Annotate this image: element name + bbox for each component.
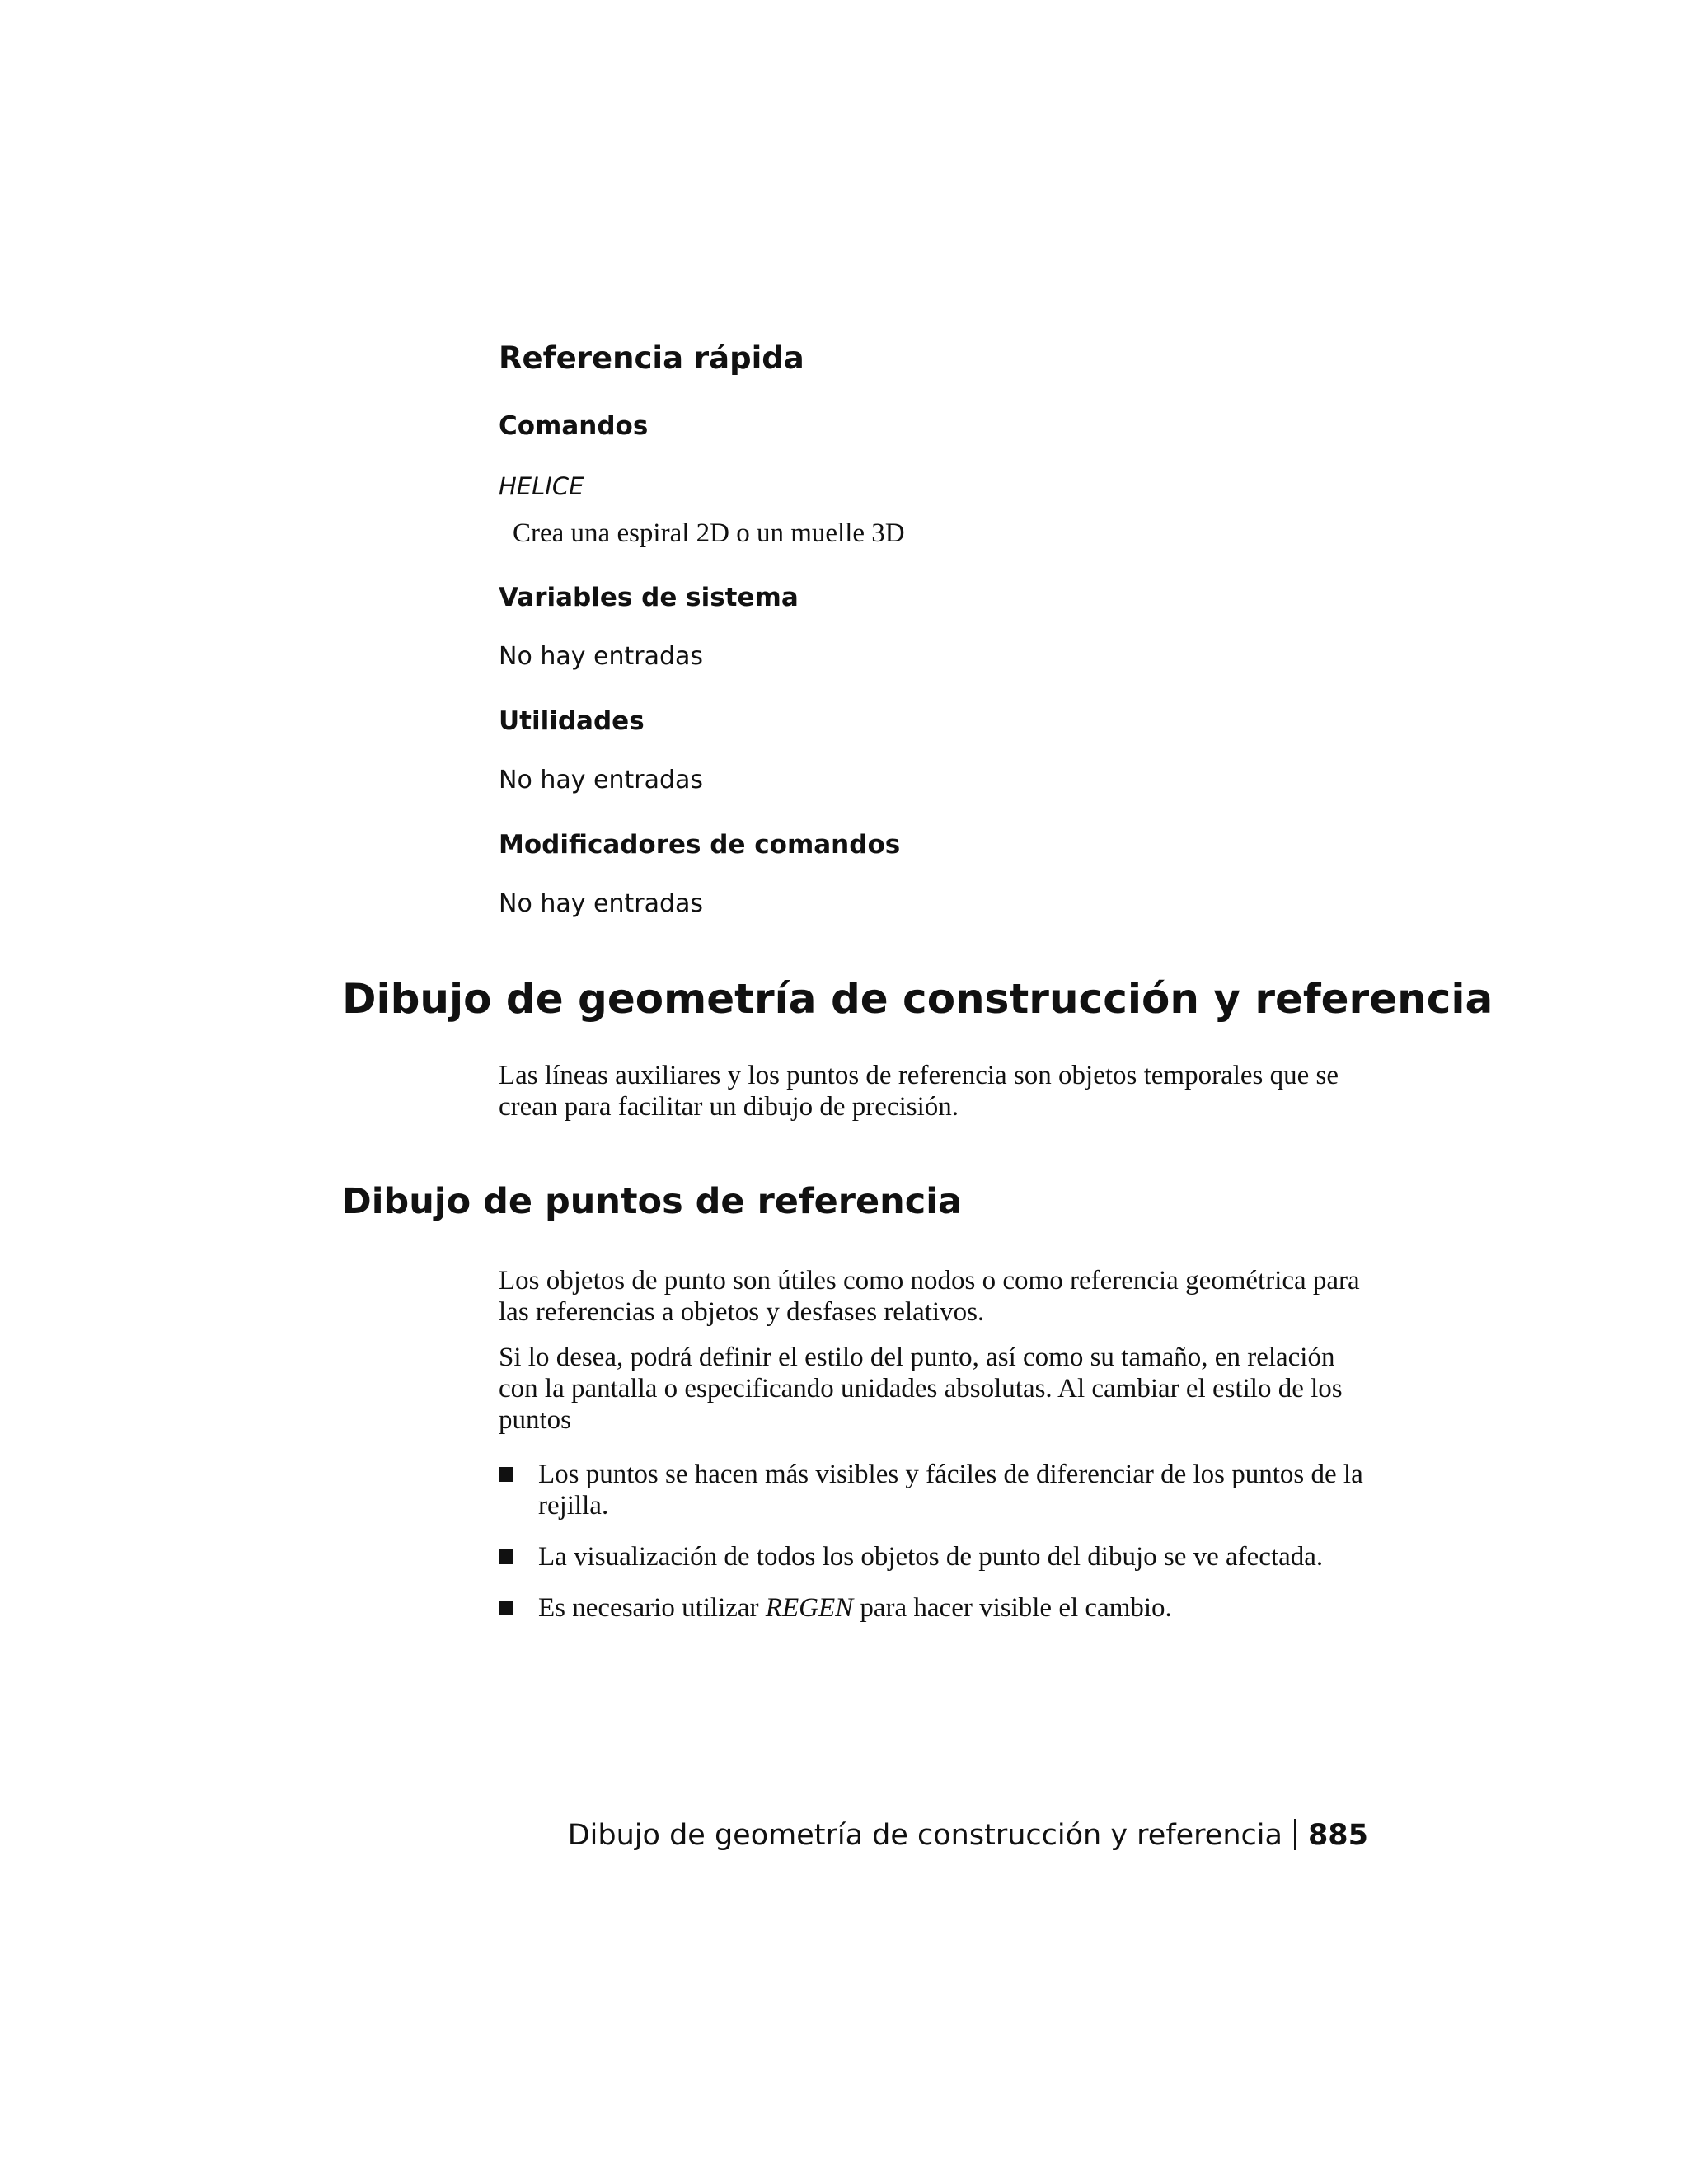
footer-separator bbox=[1294, 1819, 1296, 1850]
command-name: HELICE bbox=[499, 472, 584, 500]
list-item-text: para hacer visible el cambio. bbox=[853, 1593, 1172, 1623]
command-modifiers-heading: Modificadores de comandos bbox=[499, 830, 901, 860]
command-modifiers-value: No hay entradas bbox=[499, 889, 704, 918]
system-variables-heading: Variables de sistema bbox=[499, 583, 799, 612]
commands-heading: Comandos bbox=[499, 411, 649, 441]
list-item bbox=[499, 1459, 1372, 1521]
list-item-text: La visualización de todos los objetos de punto del dibujo se ve afectada. bbox=[538, 1542, 1324, 1572]
chapter-title: Dibujo de geometría de construcción y referencia bbox=[342, 975, 1493, 1023]
list-item bbox=[499, 1592, 1372, 1624]
page-number: 885 bbox=[1307, 1819, 1368, 1852]
square-bullet-icon bbox=[499, 1601, 513, 1615]
page-footer bbox=[568, 1816, 1368, 1854]
square-bullet-icon bbox=[499, 1549, 513, 1564]
section-paragraph-1: Los objetos de punto son útiles como nodos o como referencia geométrica para las referencias a objetos y desfases relativos. bbox=[499, 1266, 1360, 1327]
quick-reference-heading: Referencia rápida bbox=[499, 340, 804, 376]
section-paragraph-2: Si lo desea, podrá definir el estilo del punto, así como su tamaño, en relación con la pantalla o especificando unidades absolutas. Al cambiar el estilo de los puntos bbox=[499, 1343, 1343, 1435]
utilities-heading: Utilidades bbox=[499, 706, 645, 736]
chapter-intro: Las líneas auxiliares y los puntos de referencia son objetos temporales que se crean para facilitar un dibujo de precisión. bbox=[499, 1061, 1339, 1122]
running-title: Dibujo de geometría de construcción y referencia bbox=[567, 1819, 1282, 1852]
command-description: Crea una espiral 2D o un muelle 3D bbox=[513, 518, 905, 548]
utilities-value: No hay entradas bbox=[499, 766, 704, 794]
square-bullet-icon bbox=[499, 1467, 513, 1482]
section-title: Dibujo de puntos de referencia bbox=[342, 1181, 963, 1222]
list-item-text: Es necesario utilizar bbox=[538, 1593, 766, 1623]
list-item-text: Los puntos se hacen más visibles y fáciles de diferenciar de los puntos de la rejilla. bbox=[538, 1460, 1363, 1521]
list-item bbox=[499, 1541, 1372, 1572]
command-reference: REGEN bbox=[765, 1593, 854, 1623]
system-variables-value: No hay entradas bbox=[499, 642, 704, 671]
